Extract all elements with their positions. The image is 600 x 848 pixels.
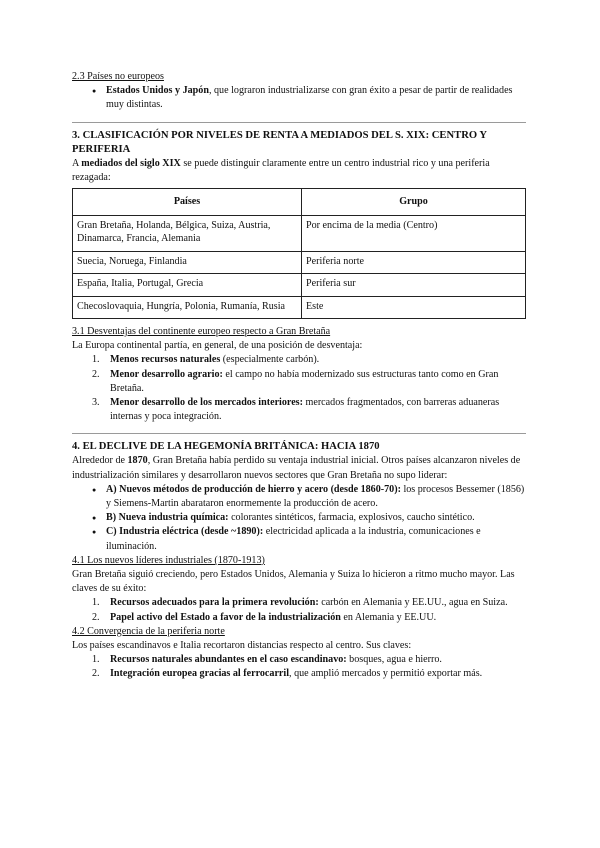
intro-bold: 1870 [127,455,148,467]
table-cell: Periferia sur [302,274,526,297]
section-3-heading: 3. CLASIFICACIÓN POR NIVELES DE RENTA A MEDIADOS DEL S. XIX: CENTRO Y PERIFERIA [72,129,487,155]
section-3-intro [72,157,526,185]
divider [72,433,526,434]
section-4-intro [72,454,526,482]
table-cell: Este [302,296,526,319]
section-4-heading: 4. EL DECLIVE DE LA HEGEMONÍA BRITÁNICA: HACIA 1870 [72,441,380,453]
table-header-countries: Países [73,189,302,216]
list-item [92,84,526,112]
intro-text: A [72,157,82,169]
section-4-1-intro: Gran Bretaña siguió creciendo, pero Estados Unidos, Alemania y Suiza lo hicieron a ritmo mucho mayor. Las claves de su éxito: [72,569,515,595]
list-number: 2. [92,668,100,680]
list-item-text: , que amplió mercados y permitió exportar más. [289,668,483,680]
section-2-3-list [72,84,526,112]
list-item-text: bosques, agua e hierro. [346,654,442,666]
divider [72,122,526,123]
list-item [92,353,526,367]
list-item-bold: A) Nuevos métodos de producción de hierro y acero (desde 1860-70): [106,483,401,495]
list-item-text: carbón en Alemania y EE.UU., agua en Suiza. [318,597,508,609]
list-item-bold: Menos recursos naturales [110,354,221,366]
table-header-group: Grupo [302,189,526,216]
list-item-bold: Menor desarrollo de los mercados interiores: [110,397,303,409]
list-item-text: colorantes sintéticos, farmacia, explosivos, caucho sintético. [228,512,475,524]
list-item [92,396,526,424]
list-number: 2. [92,611,100,623]
table-row [73,296,526,319]
list-item [92,596,526,610]
table-cell: Checoslovaquia, Hungría, Polonia, Rumanía, Rusia [73,296,302,319]
section-4-2-list [72,653,526,681]
list-item-text: electricidad aplicada a la industria, comunicaciones e iluminación. [106,526,481,552]
section-3-1-heading: 3.1 Desventajas del continente europeo respecto a Gran Bretaña [72,326,331,338]
section-4-1-heading: 4.1 Los nuevos líderes industriales (1870-1913) [72,554,265,566]
list-item-bold: Menor desarrollo agrario: [110,368,223,380]
list-item [92,368,526,396]
list-item-bold: Integración europea gracias al ferrocarril [110,668,290,680]
list-item [92,511,526,525]
list-item-text: (especialmente carbón). [220,354,320,366]
intro-text: , Gran Bretaña había perdido su ventaja industrial inicial. Otros países alcanzaron niveles de industrialización similares y desarrollaron nuevos sectores que Gran Bretaña no supo liderar: [72,455,521,481]
table-row [73,251,526,274]
table-row [73,215,526,251]
table-cell: Gran Bretaña, Holanda, Bélgica, Suiza, Austria, Dinamarca, Francia, Alemania [73,215,302,251]
list-item-text: , que lograron industrializarse con gran éxito a pesar de partir de realidades muy distintas. [106,85,513,111]
section-3-1-intro: La Europa continental partía, en general, de una posición de desventaja: [72,340,363,352]
list-item [92,525,526,553]
income-level-table [72,188,526,319]
section-3-1-list [72,353,526,424]
list-number: 1. [92,597,100,609]
section-4-2-heading: 4.2 Convergencia de la periferia norte [72,625,225,637]
section-2-3-heading: 2.3 Países no europeos [72,71,164,82]
list-number: 3. [92,397,100,409]
intro-text: Alrededor de [72,455,128,467]
list-item-bold: Estados Unidos y Japón [106,85,209,97]
list-item-text: mercados fragmentados, con barreras aduaneras internas y poca integración. [110,397,500,423]
list-item-bold: Papel activo del Estado a favor de la industrialización [110,611,341,623]
list-item-text: el campo no había modernizado sus estructuras tanto como en Gran Bretaña. [110,368,499,394]
list-item-bold: Recursos adecuados para la primera revolución: [110,597,319,609]
list-item [92,483,526,511]
list-item-bold: C) Industria eléctrica (desde ~1890): [106,526,264,538]
list-item [92,667,526,681]
section-4-1-list [72,596,526,624]
section-4-list [72,483,526,554]
intro-text: se puede distinguir claramente entre un centro industrial rico y una periferia rezagada: [72,157,490,183]
list-item-bold: B) Nueva industria química: [106,512,229,524]
table-cell: Suecia, Noruega, Finlandia [73,251,302,274]
table-cell: Periferia norte [302,251,526,274]
list-item-bold: Recursos naturales abundantes en el caso escandinavo: [110,654,347,666]
list-number: 2. [92,368,100,380]
list-item [92,653,526,667]
section-4-2-intro: Los países escandinavos e Italia recortaron distancias respecto al centro. Sus claves: [72,640,412,652]
table-header-row [73,189,526,216]
list-item-text: en Alemania y EE.UU. [340,611,437,623]
list-number: 1. [92,354,100,366]
list-item-text: los procesos Bessemer (1856) y Siemens-Martin abarataron enormemente la producción de acero. [106,483,525,510]
table-row [73,274,526,297]
document-page [72,70,526,682]
list-item [92,611,526,625]
table-cell: España, Italia, Portugal, Grecia [73,274,302,297]
list-number: 1. [92,654,100,666]
table-cell: Por encima de la media (Centro) [302,215,526,251]
intro-bold: mediados del siglo XIX [81,157,181,169]
